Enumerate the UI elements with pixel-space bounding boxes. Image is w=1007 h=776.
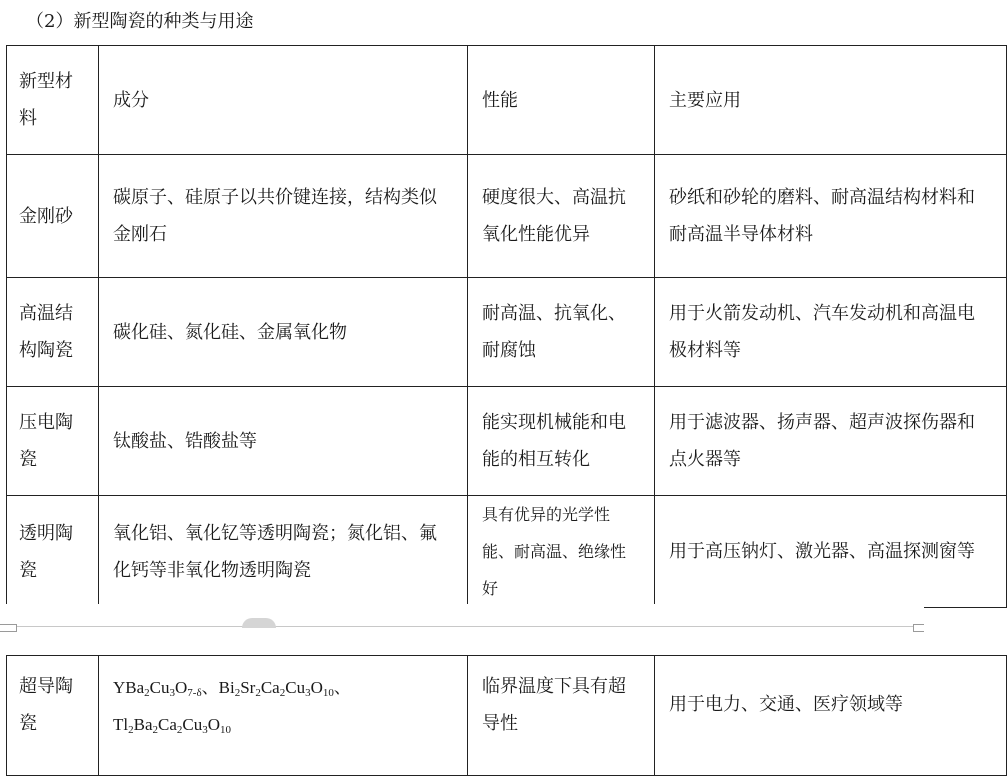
cell-application: 砂纸和砂轮的磨料、耐高温结构材料和耐高温半导体材料: [655, 155, 1007, 278]
cell-property: 临界温度下具有超导性: [468, 656, 655, 776]
cell-material: 压电陶瓷: [7, 387, 99, 496]
header-application: 主要应用: [655, 46, 1007, 155]
table-row: [7, 155, 1007, 278]
cell-composition: 碳化硅、氮化硅、金属氧化物: [99, 278, 468, 387]
formula-tbcco: $Tl_2Ba_2Ca_2Cu_3O_{10}$: [113, 715, 232, 736]
cell-property: 耐高温、抗氧化、耐腐蚀: [468, 278, 655, 387]
cell-application: 用于滤波器、扬声器、超声波探伤器和点火器等: [655, 387, 1007, 496]
cell-application: 用于高压钠灯、激光器、高温探测窗等: [655, 496, 1007, 608]
formula-ybco: $YBa_2Cu_3O_{7-\delta}$: [113, 678, 202, 699]
ceramics-table-continued: [6, 655, 1007, 776]
ceramics-table: [6, 45, 1007, 608]
table-header-row: [7, 46, 1007, 155]
cell-material: 超导陶瓷: [7, 656, 99, 776]
header-material: 新型材料: [7, 46, 99, 155]
cell-property: 硬度很大、高温抗氧化性能优异: [468, 155, 655, 278]
page-break-gap: [0, 604, 924, 656]
table-row: [7, 656, 1007, 776]
cell-material: 高温结构陶瓷: [7, 278, 99, 387]
page-break-line: [0, 626, 924, 627]
header-property: 性能: [468, 46, 655, 155]
header-composition: 成分: [99, 46, 468, 155]
cell-composition: 氧化铝、氧化钇等透明陶瓷；氮化铝、氟化钙等非氧化物透明陶瓷: [99, 496, 468, 608]
cell-composition: $YBa_2Cu_3O_{7-\delta}$、$Bi_2Sr_2Ca_2Cu_3O_{10}$、 $Tl_2Ba_2Ca_2Cu_3O_{10}$: [99, 656, 468, 776]
table-row: [7, 387, 1007, 496]
section-heading: （2）新型陶瓷的种类与用途: [26, 11, 254, 32]
cell-property: 能实现机械能和电能的相互转化: [468, 387, 655, 496]
page-margin-mark-right: [913, 624, 924, 632]
cell-material: 透明陶瓷: [7, 496, 99, 608]
cell-composition: 碳原子、硅原子以共价键连接，结构类似金刚石: [99, 155, 468, 278]
table-row: [7, 278, 1007, 387]
cell-property: 具有优异的光学性能、耐高温、绝缘性好: [468, 496, 655, 608]
table-row: [7, 496, 1007, 608]
page-margin-mark-left: [0, 624, 17, 632]
cell-application: 用于火箭发动机、汽车发动机和高温电极材料等: [655, 278, 1007, 387]
formula-bscco: $Bi_2Sr_2Ca_2Cu_3O_{10}$: [218, 678, 334, 699]
table-move-handle[interactable]: [242, 618, 276, 628]
cell-composition: 钛酸盐、锆酸盐等: [99, 387, 468, 496]
cell-application: 用于电力、交通、医疗领域等: [655, 656, 1007, 776]
cell-material: 金刚砂: [7, 155, 99, 278]
